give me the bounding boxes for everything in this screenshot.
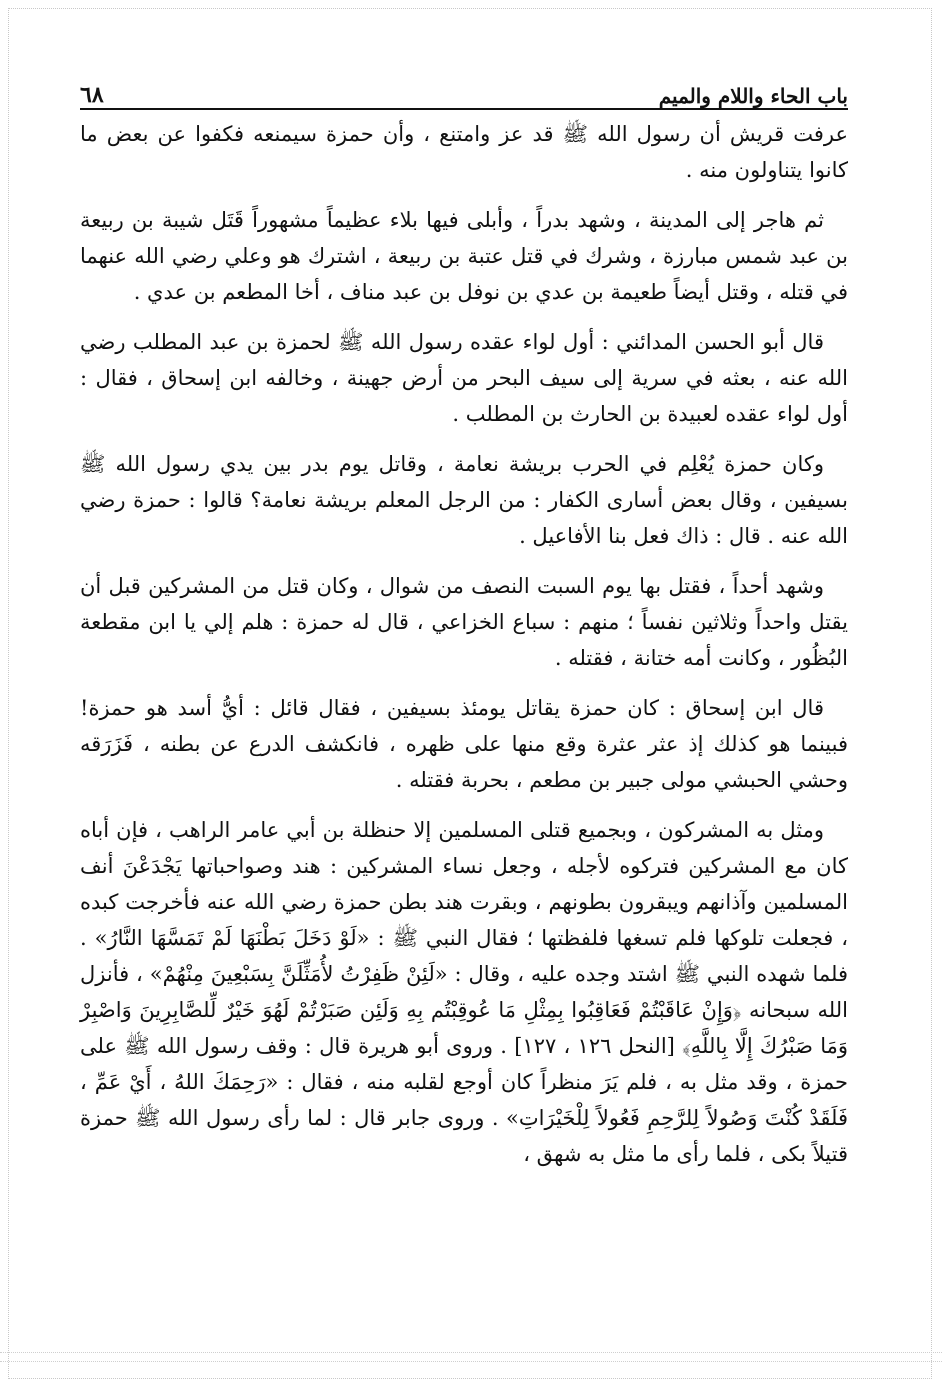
document-page [80, 78, 848, 1172]
page-bottom-border [0, 1352, 942, 1362]
paragraph: قال أبو الحسن المدائني : أول لواء عقده رسول الله ﷺ لحمزة بن عبد المطلب رضي الله عنه ، بعثه في سرية إلى سيف البحر من أرض جهينة ، وخالفه ابن إسحاق ، فقال : أول لواء عقده لعبيدة بن الحارث بن المطلب . [80, 330, 848, 426]
page-number: ٦٨ [80, 82, 104, 108]
paragraph: ومثل به المشركون ، وبجميع قتلى المسلمين إلا حنظلة بن أبي عامر الراهب ، فإن أباه كان مع المشركين فتركوه لأجله ، وجعل نساء المشركين : هند وصواحباتها يَجْدَعْنَ أنف المسلمين وآذانهم ويبقرون بطونهم ، وبقرت هند بطن حمزة رضي الله عنه فأخرجت كبده ، فجعلت تلوكها فلم تسغها فلفظتها ؛ فقال النبي ﷺ : «لَوْ دَخَلَ بَطْنَهَا لَمْ تَمَسَّهَا النَّارُ» . فلما شهده النبي ﷺ اشتد وجده عليه ، وقال : «لَئِنْ ظَفِرْتُ لأُمَثِّلَنَّ بِسَبْعِينَ مِنْهُمْ» ، فأنزل الله سبحانه ﴿وَإِنْ عَاقَبْتُمْ فَعَاقِبُوا بِمِثْلِ مَا عُوقِبْتُم بِهِ وَلَئِن صَبَرْتُمْ لَهُوَ خَيْرٌ لِّلصَّابِرِينَ وَاصْبِرْ وَمَا صَبْرُكَ إِلَّا بِاللَّهِ﴾ [النحل ١٢٦ ، ١٢٧] . وروى أبو هريرة قال : وقف رسول الله ﷺ على حمزة ، وقد مثل به ، فلم يَرَ منظراً كان أوجع لقلبه منه ، فقال : «رَحِمَكَ اللهُ ، أَيْ عَمِّ ، فَلَقَدْ كُنْتَ وَصُولاً لِلرَّحِمِ فَعُولاً لِلْخَيْرَاتِ» . وروى جابر قال : لما رأى رسول الله ﷺ حمزة قتيلاً بكى ، فلما رأى ما مثل به شهق ، [80, 818, 849, 1166]
paragraph: وشهد أحداً ، فقتل بها يوم السبت النصف من شوال ، وكان قتل من المشركين قبل أن يقتل واحداً وثلاثين نفساً ؛ منهم : سباع الخزاعي ، قال له حمزة : هلم إلي يا ابن مقطعة البُظُور ، وكانت أمه ختانة ، فقتله . [80, 574, 848, 670]
paragraph: عرفت قريش أن رسول الله ﷺ قد عز وامتنع ، وأن حمزة سيمنعه فكفوا عن بعض ما كانوا يتناولون منه . [80, 122, 848, 182]
paragraph: ثم هاجر إلى المدينة ، وشهد بدراً ، وأبلى فيها بلاء عظيماً مشهوراً قَتَل شيبة بن ربيعة بن عبد شمس مبارزة ، وشرك في قتل عتبة بن ربيعة ، اشترك هو وعلي رضي الله عنهما في قتله ، وقتل أيضاً طعيمة بن عدي بن نوفل بن عبد مناف ، أخا المطعم بن عدي . [80, 208, 848, 304]
running-header [80, 78, 848, 110]
chapter-title: باب الحاء واللام والميم [658, 84, 848, 108]
paragraph: قال ابن إسحاق : كان حمزة يقاتل يومئذ بسيفين ، فقال قائل : أيُّ أسد هو حمزة! فبينما هو كذلك إذ عثر عثرة وقع منها على ظهره ، فانكشف الدرع عن بطنه ، فَزَرَقه وحشي الحبشي مولى جبير بن مطعم ، بحربة فقتله . [80, 696, 848, 792]
paragraph: وكان حمزة يُعْلِم في الحرب بريشة نعامة ، وقاتل يوم بدر بين يدي رسول الله ﷺ بسيفين ، وقال بعض أسارى الكفار : من الرجل المعلم بريشة نعامة؟ قالوا : حمزة رضي الله عنه . قال : ذاك فعل بنا الأفاعيل . [80, 452, 848, 548]
